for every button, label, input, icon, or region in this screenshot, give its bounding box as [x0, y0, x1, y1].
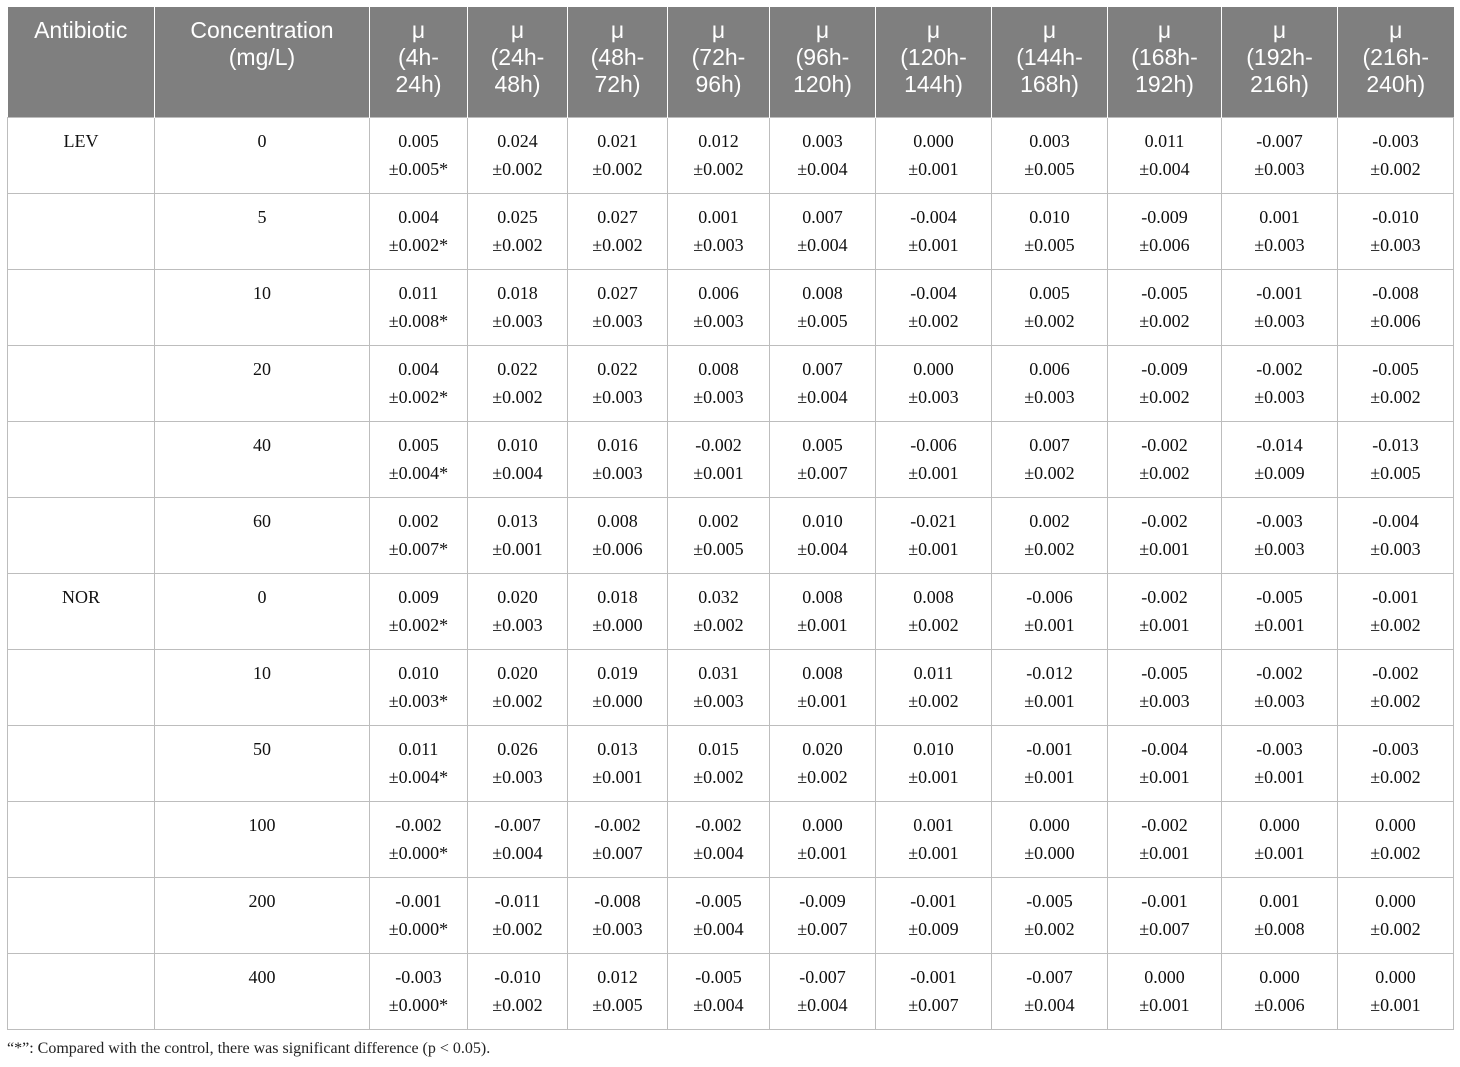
- column-header: μ (72h- 96h): [668, 7, 770, 117]
- growth-rate-cell: 0.000 ±0.000: [992, 801, 1108, 877]
- growth-rate-cell: -0.004 ±0.001: [876, 193, 992, 269]
- growth-rate-cell: 0.027 ±0.002: [568, 193, 668, 269]
- column-header: μ (24h- 48h): [468, 7, 568, 117]
- antibiotic-cell: [8, 269, 155, 345]
- growth-rate-cell: -0.006 ±0.001: [876, 421, 992, 497]
- antibiotic-cell: [8, 953, 155, 1029]
- column-header: μ (120h- 144h): [876, 7, 992, 117]
- antibiotic-cell: [8, 345, 155, 421]
- growth-rate-cell: 0.000 ±0.001: [1338, 953, 1454, 1029]
- growth-rate-cell: 0.006 ±0.003: [668, 269, 770, 345]
- table-row: [8, 649, 1454, 725]
- growth-rate-cell: -0.007 ±0.004: [770, 953, 876, 1029]
- growth-rate-cell: -0.001 ±0.009: [876, 877, 992, 953]
- antibiotic-cell: [8, 649, 155, 725]
- column-header: μ (96h- 120h): [770, 7, 876, 117]
- growth-rate-cell: 0.000 ±0.001: [770, 801, 876, 877]
- growth-rate-cell: -0.009 ±0.006: [1108, 193, 1222, 269]
- growth-rate-cell: 0.004 ±0.002*: [370, 193, 468, 269]
- growth-rate-cell: 0.018 ±0.000: [568, 573, 668, 649]
- growth-rate-cell: 0.012 ±0.002: [668, 117, 770, 193]
- growth-rate-cell: -0.001 ±0.001: [992, 725, 1108, 801]
- growth-rate-cell: 0.022 ±0.002: [468, 345, 568, 421]
- growth-rate-cell: 0.015 ±0.002: [668, 725, 770, 801]
- growth-rate-cell: 0.011 ±0.002: [876, 649, 992, 725]
- growth-rate-cell: -0.002 ±0.007: [568, 801, 668, 877]
- growth-rate-cell: 0.016 ±0.003: [568, 421, 668, 497]
- growth-rate-cell: 0.003 ±0.005: [992, 117, 1108, 193]
- growth-rate-cell: 0.001 ±0.003: [1222, 193, 1338, 269]
- concentration-cell: 400: [155, 953, 370, 1029]
- growth-rate-cell: 0.013 ±0.001: [468, 497, 568, 573]
- growth-rate-cell: -0.003 ±0.002: [1338, 725, 1454, 801]
- growth-rate-cell: 0.018 ±0.003: [468, 269, 568, 345]
- antibiotic-cell: [8, 421, 155, 497]
- table-row: [8, 573, 1454, 649]
- growth-rate-cell: -0.002 ±0.001: [1108, 801, 1222, 877]
- antibiotic-cell: [8, 497, 155, 573]
- table-row: [8, 345, 1454, 421]
- growth-rate-cell: -0.005 ±0.003: [1108, 649, 1222, 725]
- growth-rate-cell: 0.000 ±0.003: [876, 345, 992, 421]
- concentration-cell: 20: [155, 345, 370, 421]
- growth-rate-cell: -0.002 ±0.000*: [370, 801, 468, 877]
- growth-rate-cell: -0.010 ±0.003: [1338, 193, 1454, 269]
- growth-rate-cell: -0.007 ±0.004: [468, 801, 568, 877]
- growth-rate-cell: 0.001 ±0.003: [668, 193, 770, 269]
- table-row: [8, 193, 1454, 269]
- growth-rate-cell: 0.005 ±0.005*: [370, 117, 468, 193]
- antibiotic-cell: [8, 801, 155, 877]
- growth-rate-cell: 0.000 ±0.001: [876, 117, 992, 193]
- growth-rate-cell: -0.002 ±0.001: [668, 421, 770, 497]
- growth-rate-cell: 0.008 ±0.003: [668, 345, 770, 421]
- growth-rate-cell: 0.010 ±0.001: [876, 725, 992, 801]
- growth-rate-cell: -0.006 ±0.001: [992, 573, 1108, 649]
- growth-rate-cell: -0.005 ±0.001: [1222, 573, 1338, 649]
- growth-rate-cell: -0.005 ±0.004: [668, 877, 770, 953]
- growth-rate-cell: -0.007 ±0.003: [1222, 117, 1338, 193]
- growth-rate-cell: 0.008 ±0.006: [568, 497, 668, 573]
- growth-rate-cell: -0.003 ±0.002: [1338, 117, 1454, 193]
- column-header: μ (192h- 216h): [1222, 7, 1338, 117]
- concentration-cell: 100: [155, 801, 370, 877]
- column-header: Concentration (mg/L): [155, 7, 370, 117]
- growth-rate-cell: -0.004 ±0.002: [876, 269, 992, 345]
- growth-rate-cell: 0.011 ±0.008*: [370, 269, 468, 345]
- table-row: [8, 497, 1454, 573]
- concentration-cell: 60: [155, 497, 370, 573]
- column-header: Antibiotic: [8, 7, 155, 117]
- antibiotic-cell: NOR: [8, 573, 155, 649]
- growth-rate-cell: 0.010 ±0.003*: [370, 649, 468, 725]
- table-row: [8, 725, 1454, 801]
- concentration-cell: 50: [155, 725, 370, 801]
- growth-rate-cell: 0.000 ±0.002: [1338, 801, 1454, 877]
- growth-rate-cell: 0.020 ±0.002: [770, 725, 876, 801]
- growth-rate-cell: -0.021 ±0.001: [876, 497, 992, 573]
- growth-rate-cell: -0.010 ±0.002: [468, 953, 568, 1029]
- growth-rate-cell: 0.011 ±0.004: [1108, 117, 1222, 193]
- column-header: μ (168h- 192h): [1108, 7, 1222, 117]
- growth-rate-cell: -0.001 ±0.003: [1222, 269, 1338, 345]
- concentration-cell: 10: [155, 269, 370, 345]
- growth-rate-cell: 0.007 ±0.002: [992, 421, 1108, 497]
- table-row: [8, 269, 1454, 345]
- header-row: [8, 7, 1454, 117]
- antibiotic-cell: [8, 193, 155, 269]
- growth-rate-cell: 0.027 ±0.003: [568, 269, 668, 345]
- growth-rate-cell: 0.009 ±0.002*: [370, 573, 468, 649]
- growth-rate-cell: -0.013 ±0.005: [1338, 421, 1454, 497]
- growth-rate-cell: -0.004 ±0.003: [1338, 497, 1454, 573]
- table-body: [8, 117, 1454, 1029]
- growth-rate-cell: -0.009 ±0.007: [770, 877, 876, 953]
- growth-rate-cell: -0.007 ±0.004: [992, 953, 1108, 1029]
- growth-rate-cell: -0.002 ±0.001: [1108, 573, 1222, 649]
- concentration-cell: 40: [155, 421, 370, 497]
- growth-rate-cell: 0.002 ±0.007*: [370, 497, 468, 573]
- growth-rate-cell: 0.008 ±0.005: [770, 269, 876, 345]
- table-row: [8, 421, 1454, 497]
- growth-rate-cell: -0.008 ±0.006: [1338, 269, 1454, 345]
- growth-rate-cell: -0.001 ±0.007: [1108, 877, 1222, 953]
- growth-rate-cell: 0.007 ±0.004: [770, 193, 876, 269]
- growth-rate-cell: 0.008 ±0.001: [770, 573, 876, 649]
- growth-rate-cell: 0.000 ±0.001: [1222, 801, 1338, 877]
- growth-rate-cell: -0.008 ±0.003: [568, 877, 668, 953]
- growth-rate-cell: 0.026 ±0.003: [468, 725, 568, 801]
- table-row: [8, 953, 1454, 1029]
- antibiotic-cell: [8, 877, 155, 953]
- growth-rate-cell: -0.001 ±0.007: [876, 953, 992, 1029]
- concentration-cell: 200: [155, 877, 370, 953]
- growth-rate-cell: -0.009 ±0.002: [1108, 345, 1222, 421]
- column-header: μ (48h- 72h): [568, 7, 668, 117]
- table-row: [8, 117, 1454, 193]
- growth-rate-cell: -0.003 ±0.000*: [370, 953, 468, 1029]
- concentration-cell: 0: [155, 573, 370, 649]
- growth-rate-cell: -0.002 ±0.004: [668, 801, 770, 877]
- growth-rate-cell: 0.007 ±0.004: [770, 345, 876, 421]
- growth-rate-cell: -0.005 ±0.002: [1338, 345, 1454, 421]
- growth-rate-cell: -0.003 ±0.001: [1222, 725, 1338, 801]
- growth-rate-cell: 0.020 ±0.002: [468, 649, 568, 725]
- growth-rate-cell: -0.011 ±0.002: [468, 877, 568, 953]
- growth-rate-cell: 0.002 ±0.002: [992, 497, 1108, 573]
- growth-rate-cell: 0.000 ±0.001: [1108, 953, 1222, 1029]
- antibiotic-cell: [8, 725, 155, 801]
- growth-rate-cell: 0.008 ±0.001: [770, 649, 876, 725]
- growth-rate-table: [7, 7, 1454, 1030]
- concentration-cell: 5: [155, 193, 370, 269]
- growth-rate-cell: -0.002 ±0.001: [1108, 497, 1222, 573]
- growth-rate-cell: 0.003 ±0.004: [770, 117, 876, 193]
- column-header: μ (4h- 24h): [370, 7, 468, 117]
- growth-rate-cell: 0.021 ±0.002: [568, 117, 668, 193]
- growth-rate-cell: -0.002 ±0.002: [1108, 421, 1222, 497]
- concentration-cell: 0: [155, 117, 370, 193]
- table-row: [8, 877, 1454, 953]
- growth-rate-cell: 0.022 ±0.003: [568, 345, 668, 421]
- growth-rate-cell: 0.024 ±0.002: [468, 117, 568, 193]
- growth-rate-cell: -0.002 ±0.002: [1338, 649, 1454, 725]
- growth-rate-cell: 0.008 ±0.002: [876, 573, 992, 649]
- growth-rate-cell: 0.025 ±0.002: [468, 193, 568, 269]
- growth-rate-cell: 0.002 ±0.005: [668, 497, 770, 573]
- growth-rate-cell: -0.003 ±0.003: [1222, 497, 1338, 573]
- growth-rate-cell: -0.001 ±0.000*: [370, 877, 468, 953]
- growth-rate-cell: 0.005 ±0.004*: [370, 421, 468, 497]
- growth-rate-cell: 0.005 ±0.007: [770, 421, 876, 497]
- growth-rate-cell: -0.005 ±0.004: [668, 953, 770, 1029]
- growth-rate-cell: -0.002 ±0.003: [1222, 649, 1338, 725]
- growth-rate-cell: 0.004 ±0.002*: [370, 345, 468, 421]
- growth-rate-cell: -0.005 ±0.002: [992, 877, 1108, 953]
- growth-rate-cell: -0.004 ±0.001: [1108, 725, 1222, 801]
- growth-rate-cell: 0.032 ±0.002: [668, 573, 770, 649]
- growth-rate-cell: -0.012 ±0.001: [992, 649, 1108, 725]
- growth-rate-cell: 0.031 ±0.003: [668, 649, 770, 725]
- growth-rate-cell: -0.001 ±0.002: [1338, 573, 1454, 649]
- growth-rate-cell: 0.000 ±0.002: [1338, 877, 1454, 953]
- antibiotic-cell: LEV: [8, 117, 155, 193]
- growth-rate-cell: 0.010 ±0.004: [468, 421, 568, 497]
- column-header: μ (144h- 168h): [992, 7, 1108, 117]
- growth-rate-cell: -0.005 ±0.002: [1108, 269, 1222, 345]
- growth-rate-cell: -0.014 ±0.009: [1222, 421, 1338, 497]
- growth-rate-cell: 0.010 ±0.005: [992, 193, 1108, 269]
- growth-rate-cell: 0.010 ±0.004: [770, 497, 876, 573]
- growth-rate-cell: 0.013 ±0.001: [568, 725, 668, 801]
- growth-rate-cell: 0.012 ±0.005: [568, 953, 668, 1029]
- growth-rate-cell: 0.005 ±0.002: [992, 269, 1108, 345]
- growth-rate-cell: 0.019 ±0.000: [568, 649, 668, 725]
- table-row: [8, 801, 1454, 877]
- growth-rate-cell: 0.020 ±0.003: [468, 573, 568, 649]
- growth-rate-cell: 0.001 ±0.008: [1222, 877, 1338, 953]
- column-header: μ (216h- 240h): [1338, 7, 1454, 117]
- growth-rate-cell: 0.001 ±0.001: [876, 801, 992, 877]
- growth-rate-cell: 0.006 ±0.003: [992, 345, 1108, 421]
- growth-rate-cell: 0.011 ±0.004*: [370, 725, 468, 801]
- growth-rate-cell: 0.000 ±0.006: [1222, 953, 1338, 1029]
- footnote: “*”: Compared with the control, there was significant difference (p < 0.05).: [7, 1040, 491, 1057]
- growth-rate-cell: -0.002 ±0.003: [1222, 345, 1338, 421]
- concentration-cell: 10: [155, 649, 370, 725]
